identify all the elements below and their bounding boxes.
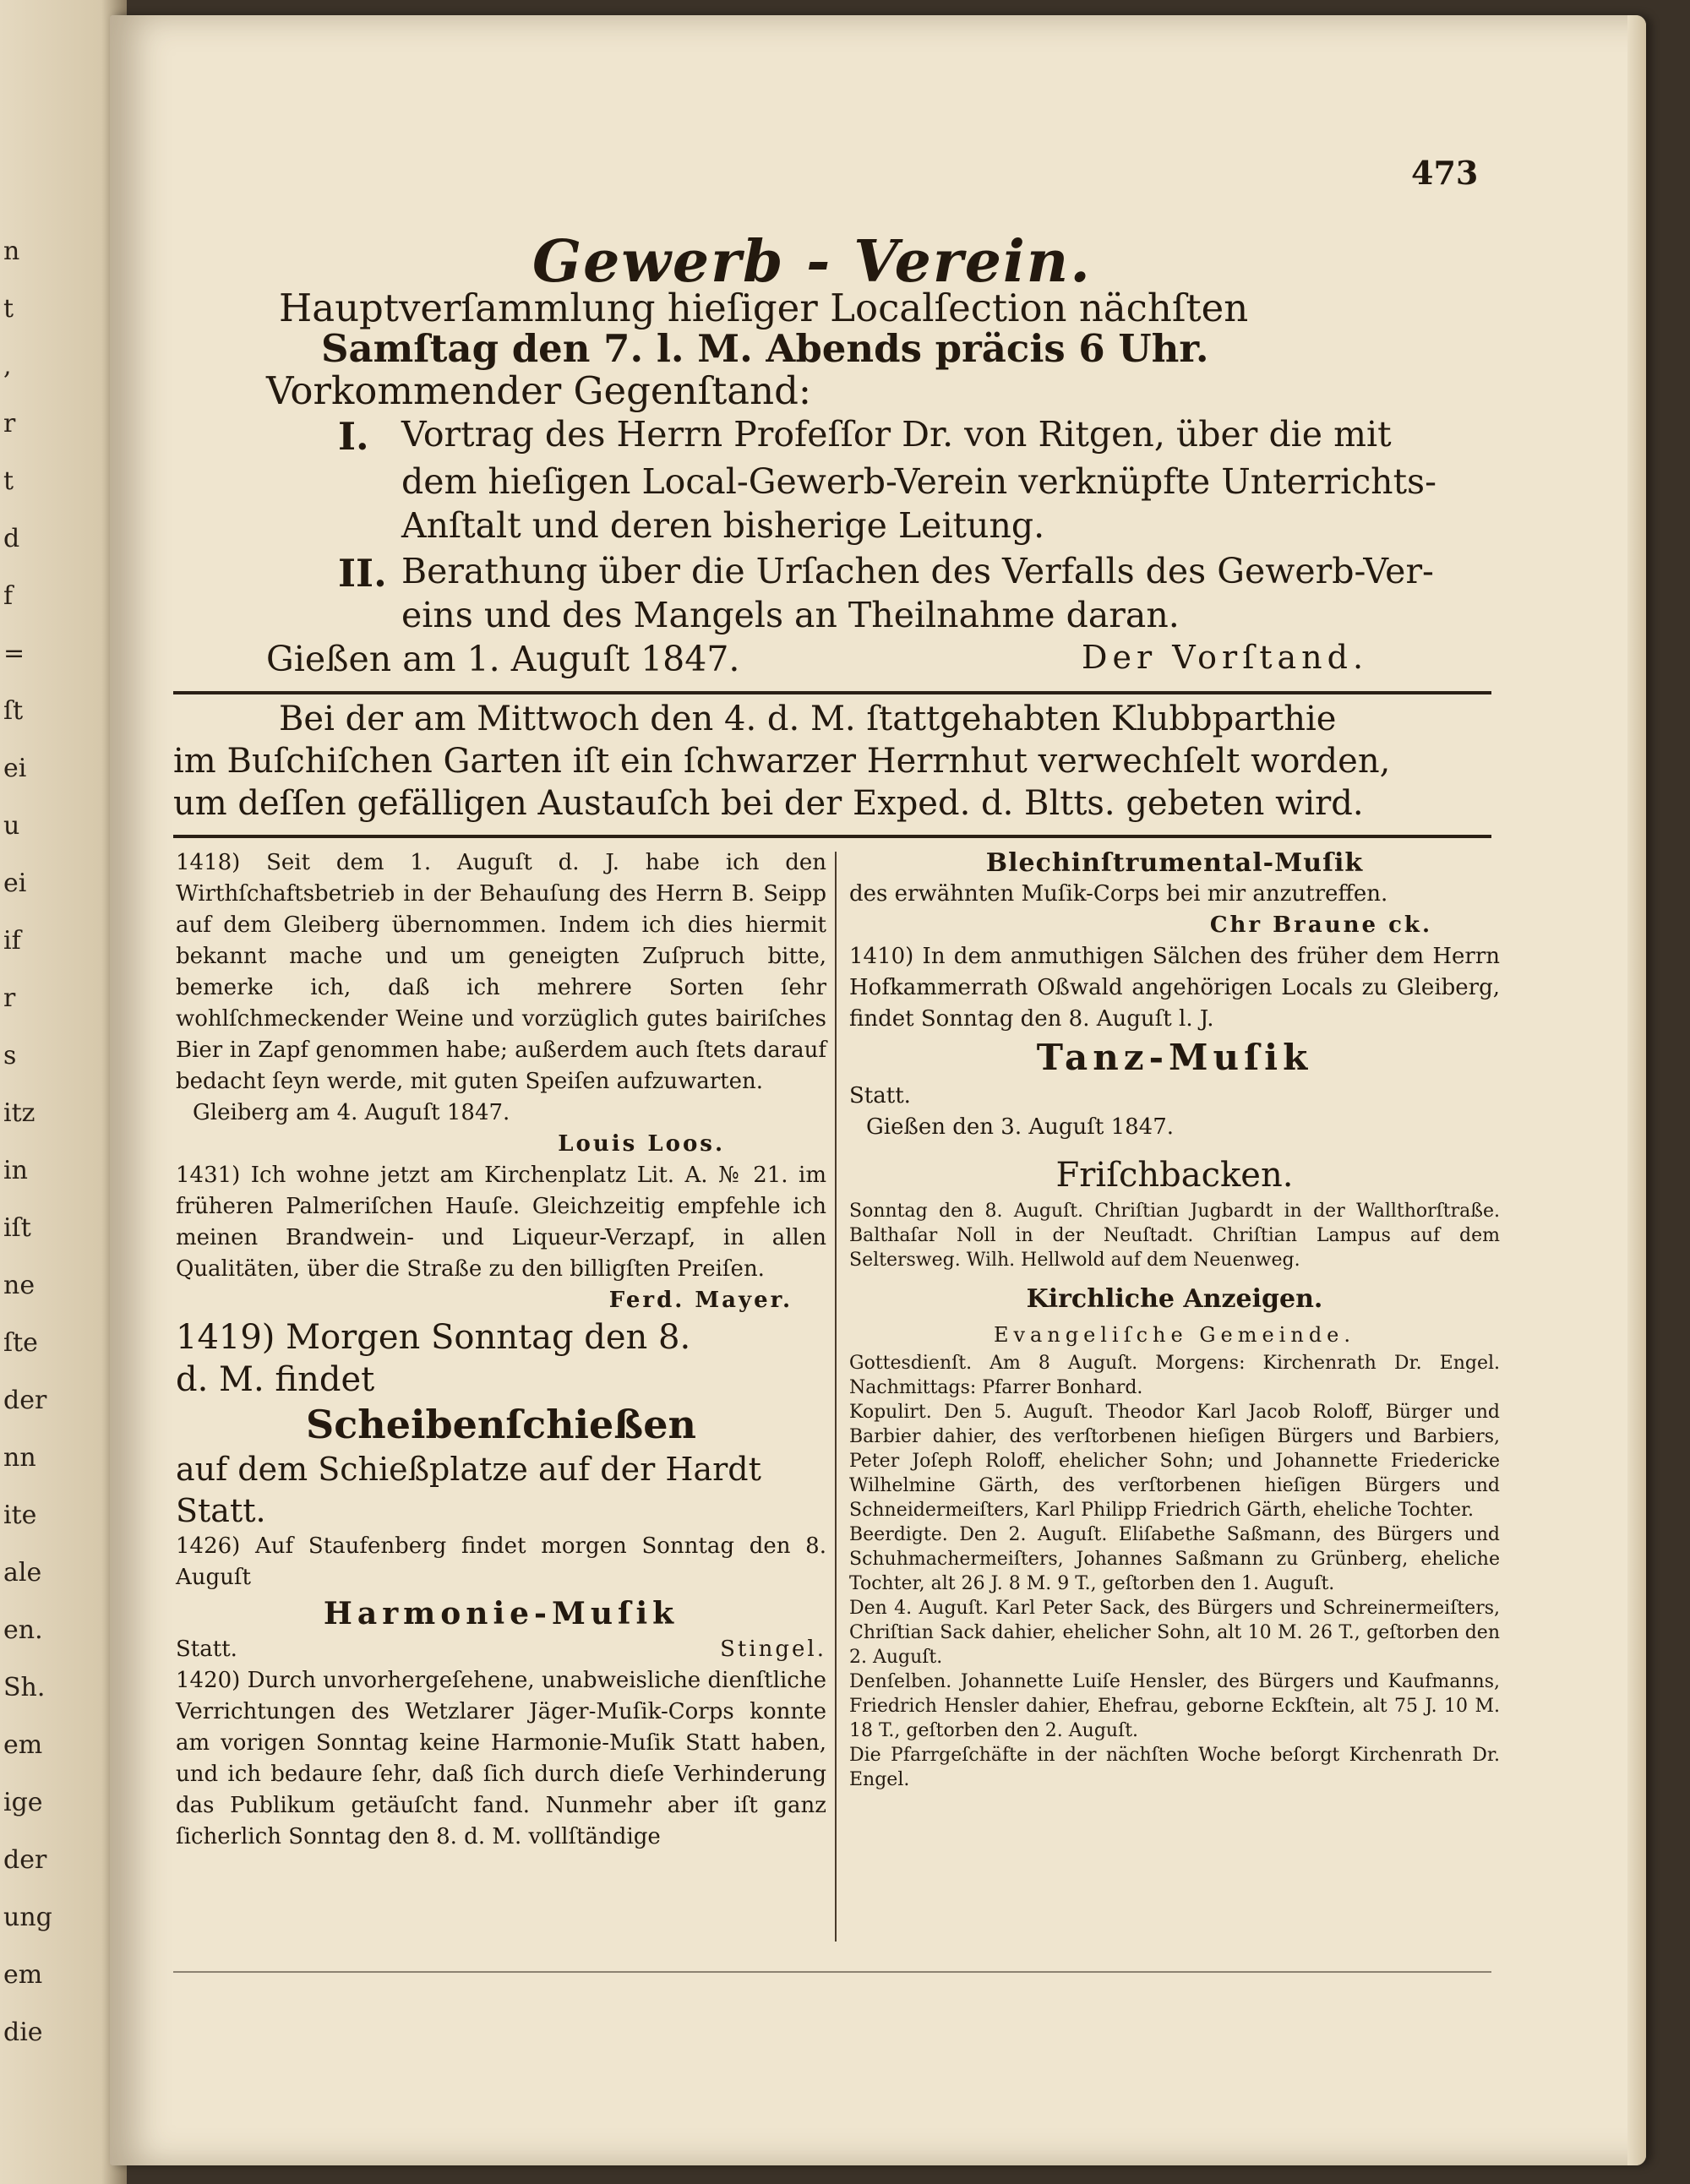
previous-page-fragment: t: [3, 294, 14, 324]
ad-1419-line3: auf dem Schießplatze auf der Hardt: [176, 1451, 761, 1488]
previous-page-fragment: ne: [3, 1271, 35, 1300]
previous-page-fragment: ei: [3, 869, 27, 898]
ad-1431-text: 1431) Ich wohne jetzt am Kirchenplatz Lit. A. № 21. im früheren Palmeriſchen Hauſe. Gleichzeitig empfehle ich meinen Brandwein- und Liqueur-Verzapf, in allen Qualitäten, über die Straße zu den billigſten Preiſen.: [176, 1163, 826, 1282]
ad-1418-date: Gleiberg am 4. Auguſt 1847.: [193, 1100, 510, 1125]
divider-rule: [173, 691, 1491, 694]
previous-page-fragment: ale: [3, 1558, 42, 1588]
gewerb-item1-num: I.: [338, 414, 369, 459]
gewerb-item1-line3: Anſtalt und deren bisherige Leitung.: [401, 505, 1045, 546]
gewerb-item1-line1: Vortrag des Herrn Profeſſor Dr. von Ritgen, über die mit: [401, 414, 1392, 455]
ad-1418-signature: Louis Loos.: [558, 1131, 725, 1157]
previous-page-fragment: em: [3, 1730, 43, 1760]
beerdigte-2: Den 4. Auguſt. Karl Peter Sack, des Bürgers und Schreinermeiſters, Chriſtian Sack dahier, ehelicher Sohn, alt 10 M. 26 T., geſtorben den 2. Auguſt.: [849, 1598, 1500, 1668]
tanz-statt: Statt.: [849, 1083, 911, 1108]
previous-page-fragment: Sh.: [3, 1673, 46, 1702]
previous-page-fragment: ung: [3, 1903, 52, 1932]
previous-page-fragment: ei: [3, 754, 27, 783]
kirch-subtitle: Evangeliſche Gemeinde.: [993, 1323, 1356, 1347]
gewerb-item1-line2: dem hieſigen Local-Gewerb-Verein verknüpfte Unterrichts-: [401, 461, 1436, 502]
pfarrgeschaefte: Die Pfarrgeſchäfte in der nächſten Woche beſorgt Kirchenrath Dr. Engel.: [849, 1745, 1500, 1790]
ad-1426-signature: Stingel.: [720, 1637, 826, 1662]
previous-page-fragment: ige: [3, 1788, 43, 1817]
beerdigte-1: Beerdigte. Den 2. Auguſt. Eliſabethe Saßmann, des Bürgers und Schuhmachermeiſters, Johannes Saßmann zu Grünberg, eheliche Tochter, alt 26 J. 8 M. 9 T., geſtorben den 1. Auguſt.: [849, 1524, 1500, 1594]
ad-1431-signature: Ferd. Mayer.: [608, 1288, 793, 1313]
previous-page-fragment: ,: [3, 351, 12, 381]
gewerb-title: Gewerb - Verein.: [532, 228, 1092, 296]
beerdigte-3: Denſelben. Johannette Luiſe Hensler, des Bürgers und Kaufmanns, Friedrich Hensler dahier, Ehefrau, geborne Eckſtein, alt 75 J. 10 M. 18 T., geſtorben den 2. Auguſt.: [849, 1671, 1500, 1741]
blech-signature: Chr Braune ck.: [1209, 912, 1432, 938]
ad-1418-text: 1418) Seit dem 1. Auguſt d. J. habe ich den Wirthſchaftsbetrieb in der Behauſung des Herrn B. Seipp auf dem Gleiberg übernommen. Indem ich dies hiermit bekannt mache und um geneigten Zuſpruch bitte, bemerke ich, daß ich mehrere Sorten ſehr wohlſchmeckender Weine und vorzüglich gutes bairiſches Bier in Zapf genommen habe; außerdem auch ſtets darauf bedacht ſeyn werde, mit guten Speiſen aufzuwarten.: [176, 850, 826, 1094]
ad-1410-text: 1410) In dem anmuthigen Sälchen des früher dem Herrn Hofkammerrath Oßwald angehörigen Locals zu Gleiberg, findet Sonntag den 8. Auguſt l. J.: [849, 944, 1500, 1032]
gewerb-line1: Hauptverſammlung hieſiger Localſection nächſten: [279, 286, 1249, 330]
tanz-musik: Tanz-Muſik: [1036, 1037, 1313, 1078]
right-column: [849, 847, 1500, 1792]
gewerb-item2-num: II.: [338, 551, 387, 596]
previous-page-fragment: ſte: [3, 1328, 38, 1358]
previous-page-fragment: if: [3, 926, 21, 956]
previous-page-fragment: f: [3, 581, 14, 611]
blech-title: Blechinſtrumental-Muſik: [985, 848, 1364, 878]
ad-1426-harmonie: Harmonie-Muſik: [323, 1596, 679, 1631]
kopulirt: Kopulirt. Den 5. Auguſt. Theodor Karl Jacob Roloff, Bürger und Barbier dahier, des verſtorbenen hieſigen Bürgers und Barbiers, Peter Joſeph Roloff, ehelicher Sohn; und Johannette Friedericke Wilhelmine Gärth, des verſtorbenen hieſigen Bürgers und Schneidermeiſters, Karl Philipp Friedrich Gärth, eheliche Tochter.: [849, 1402, 1500, 1521]
gewerb-item2-line2: eins und des Mangels an Theilnahme daran.: [401, 595, 1180, 635]
frisch-title: Friſchbacken.: [1055, 1156, 1294, 1195]
page-number: 473: [1411, 154, 1479, 192]
ad-1426-footer: [176, 1634, 826, 1665]
previous-page-fragment: die: [3, 2018, 43, 2047]
divider-rule: [173, 835, 1491, 838]
blech-text: des erwähnten Muſik-Corps bei mir anzutreffen.: [849, 881, 1388, 907]
gewerb-signature: Der Vorſtand.: [1082, 639, 1369, 676]
ad-1419-line1: 1419) Morgen Sonntag den 8.: [176, 1318, 691, 1357]
previous-page-fragment: r: [3, 983, 16, 1013]
left-column: [176, 847, 826, 1853]
previous-page-fragment: in: [3, 1156, 28, 1185]
previous-page-fragment: r: [3, 409, 16, 438]
ad-1419-line4: Statt.: [176, 1492, 266, 1529]
previous-page-fragment: n: [3, 237, 20, 266]
gewerb-date: Gießen am 1. Auguſt 1847.: [266, 639, 740, 679]
previous-page-fragment: iſt: [3, 1213, 31, 1243]
tanz-date: Gießen den 3. Auguſt 1847.: [866, 1114, 1175, 1140]
previous-page-fragment: u: [3, 811, 20, 841]
column-divider: [835, 852, 837, 1942]
newspaper-page: [110, 15, 1646, 2165]
previous-page-fragment: itz: [3, 1098, 35, 1128]
gottesdienst: Gottesdienſt. Am 8 Auguſt. Morgens: Kirchenrath Dr. Engel. Nachmittags: Pfarrer Bonhard.: [849, 1353, 1500, 1398]
previous-page-fragment: ſt: [3, 696, 24, 726]
gewerb-line3: Vorkommender Gegenſtand:: [266, 368, 812, 413]
previous-page-fragment: s: [3, 1041, 17, 1070]
previous-page-fragment: nn: [3, 1443, 36, 1473]
previous-page-fragment: en.: [3, 1615, 43, 1645]
ad-1419-scheibenschiessen: Scheibenſchießen: [306, 1402, 696, 1447]
ad-1420-text: 1420) Durch unvorhergeſehene, unabweisliche dienſtliche Verrichtungen des Wetzlarer Jäger-Muſik-Corps konnte am vorigen Sonntag keine Harmonie-Muſik Statt haben, und ich bedaure ſehr, daß ſich durch dieſe Verhinderung das Publikum getäuſcht fand. Nunmehr aber iſt ganz ſicherlich Sonntag den 8. d. M. vollſtändige: [176, 1668, 826, 1849]
previous-page-fragment: em: [3, 1960, 43, 1990]
klubb-line1: Bei der am Mittwoch den 4. d. M. ſtattgehabten Klubbparthie: [279, 700, 1337, 738]
previous-page-fragment: t: [3, 466, 14, 496]
previous-page-fragment: der: [3, 1386, 47, 1415]
gewerb-line2: Samſtag den 7. l. M. Abends präcis 6 Uhr.: [321, 326, 1209, 371]
previous-page-fragment: =: [3, 639, 25, 668]
bottom-rule: [173, 1971, 1491, 1973]
ad-1419-line2: d. M. findet: [176, 1360, 375, 1399]
previous-page-edge: [0, 0, 127, 2184]
previous-page-fragment: der: [3, 1845, 47, 1875]
frisch-text: Sonntag den 8. Auguſt. Chriſtian Jugbardt in der Wallthorſtraße. Balthaſar Noll in der Neuſtadt. Chriſtian Lampus auf dem Seltersweg. Wilh. Hellwold auf dem Neuenweg.: [849, 1201, 1500, 1271]
klubb-line3: um deſſen gefälligen Austauſch bei der Exped. d. Bltts. gebeten wird.: [173, 784, 1364, 823]
page-edge: [1627, 15, 1646, 2165]
previous-page-fragment: d: [3, 524, 20, 553]
previous-page-fragment: ite: [3, 1500, 37, 1530]
ad-1426-text: 1426) Auf Staufenberg findet morgen Sonntag den 8. Auguſt: [176, 1533, 826, 1590]
kirch-title: Kirchliche Anzeigen.: [1026, 1284, 1323, 1314]
ad-1426-statt: Statt.: [176, 1637, 237, 1662]
klubb-line2: im Buſchiſchen Garten iſt ein ſchwarzer Herrnhut verwechſelt worden,: [173, 742, 1391, 781]
gewerb-item2-line1: Berathung über die Urſachen des Verfalls des Gewerb-Ver-: [401, 551, 1434, 591]
